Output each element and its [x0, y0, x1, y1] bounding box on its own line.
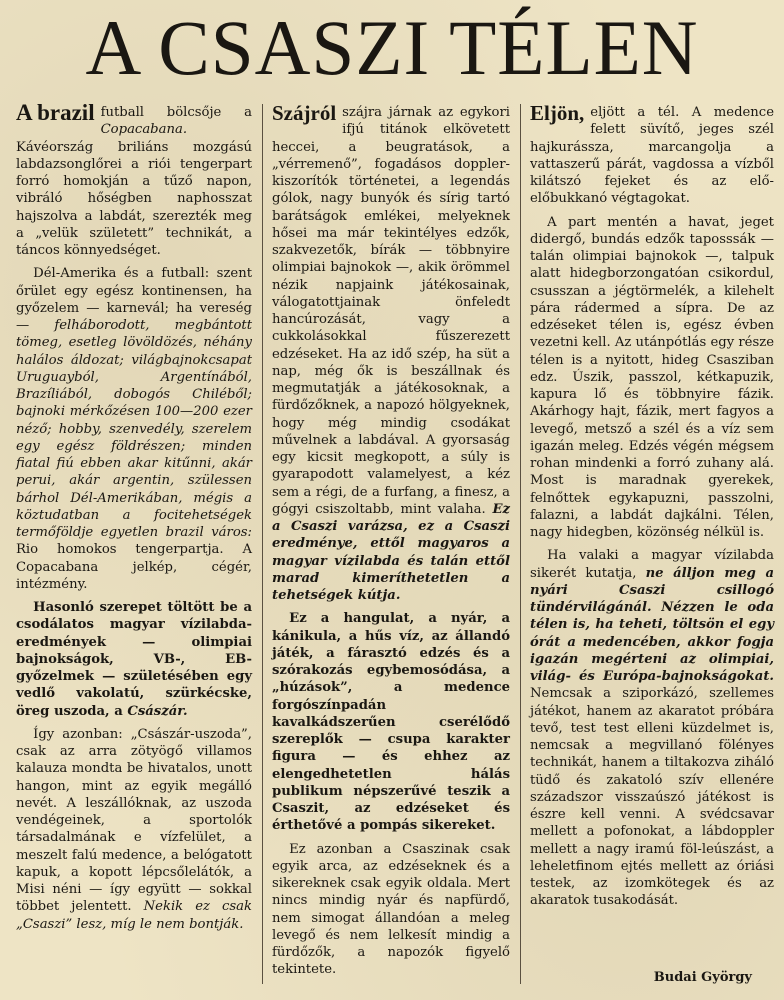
article-column-1 [16, 100, 252, 994]
paragraph-4: Így azonban: „Császár-uszoda”, csak az arra zötyögő villamos kalauza mondta be hivatalos, unott hangon, mint az egyik megálló nevét. A leszállóknak, az uszoda vendégeinek, a sportolók társadalmának e vízfelület, a meszelt falú medence, a belógatott kapuk, a kopott lépcsőlelátók, a Misi néni — így együtt — sokkal többet jelentett. Nekik ez csak „Csaszi” lesz, míg le nem bontják. [16, 726, 252, 932]
paragraph-5: Szájról szájra járnak az egykori ifjú titánok elkövetett heccei, a beugratások, a „vérremenő”, fogadásos doppler-kiszorítók történetei, a legendás gólok, nagy bunyók és sírig tartó barátságok emlékei, melyeknek hősei ma már tekintélyes edzők, szakvezetők, bírák — többnyire olimpiai bajnokok —, akik örömmel nézik napjaink játékosainak, válogatottjainak önfeledt hancúrozását, vagy a cukkolásokkal fűszerezett edzéseket. Ha az idő szép, ha süt a nap, még ők is beszállnak és megmutatják a játékosoknak, a fürdőzőknek, a napozó hölgyeknek, hogy még mindig csodákat művelnek a labdával. A gyorsaság egy kicsit megkopott, a súly is gyarapodott valamelyest, a kéz sem a régi, de a furfang, a finesz, a gógyi csiszoltabb, mint valaha. Ez a Csaszi varázsa, ez a Csaszi eredménye, ettől magyaros a magyar vízilabda és talán ettől marad kimeríthetetlen a tehetségek kútja. [272, 101, 510, 603]
column-divider-right [520, 104, 521, 984]
paragraph-9: A part mentén a havat, jeget didergő, bundás edzők taposssák — talán olimpiai bajnokok —, talpuk alatt hidegborzongatóan csikordul, csusszan a jégtörmelék, a kilehelt pára rádermed a sípra. De az edzéseket télen is, egész évben vezetni kell. Az utánpótlás egy része télen is a nyitott, hideg Csasziban edz. Úszik, passzol, kétkapuzik, kapura lő és többnyire fázik. Akárhogy hajt, fázik, mert fagyos a levegő, metsző a szél és a víz sem igazán meleg. Edzés végén mégsem rohan mindenki a forró zuhany alá. Most is maradnak gyerekek, felnőttek egykapuzni, passzolni, falazni, a labdát dajkálni. Télen, nagy hidegben, közönség nélkül is. [530, 214, 774, 540]
paragraph-1: A brazil futball bölcsője a Copacabana. Kávéország briliáns mozgású labdazsonglőrei a riói tengerpart forró homokján a tűző napon, vibráló hőségben naphosszat hajszolva a labdát, szerezték meg a „velük született” technikát, a táncos könnyedséget. [16, 100, 252, 258]
author-signature: Budai György [653, 970, 752, 985]
lead-keyword: Szájról [272, 101, 337, 125]
paragraph-7: Ez azonban a Csaszinak csak egyik arca, az edzéseknek és a sikereknek csak egyik oldala. Mert nincs mindig nyár és napfürdő, nem simogat állandóan a meleg levegő és nem lelkesít mindig a fürdőzők, a napozók figyelő tekintete. [272, 841, 510, 978]
paragraph-6: Ez a hangulat, a nyár, a kánikula, a hűs víz, az állandó játék, a fárasztó edzés és a szórakozás egybemosódása, a „húzások”, a medence forgószínpadán kavalkádszerűen cserélődő szereplők — csupa karakter figura — és ehhez az elengedhetetlen hálás publikum népszerűvé teszik a Csaszit, az edzéseket és érthetővé a pompás sikereket. [272, 611, 510, 834]
article-column-3 [530, 101, 774, 994]
article-column-2 [272, 101, 510, 978]
paragraph-8: Eljön, eljött a tél. A medence felett süvítő, jeges szél hajkurássza, marcangolja a vattaszerű párát, vagdossa a vízből kilátszó fejeket és az elő-előbukkanó végtagokat. [530, 101, 774, 207]
paragraph-10: Ha valaki a magyar vízilabda sikerét kutatja, ne álljon meg a nyári Csaszi csillogó tündérvilágánál. Nézzen le oda télen is, ha teheti, töltsön el egy órát a medencében, akkor fogja igazán megérteni az olimpiai, világ- és Európa-bajnokságokat. Nemcsak a sziporkázó, szellemes játékot, hanem az akaratot próbára tevő, test test elleni küzdelmet is, nemcsak a megvillanó fölényes technikát, hanem a tiltakozva ziháló tüdő és zakatoló szív ellenére századszor visszaúszó játékost is észre kell venni. A svédcsavar mellett a pofonokat, a lábdoppler mellett a nagy iramú föl-leúszást, a leheletfinom ejtés mellett az óriási testek, az izomkötegek és az akaratok tusakodását. [530, 548, 774, 909]
paragraph-2: Dél-Amerika és a futball: szent őrület egy egész kontinensen, ha győzelem — karnevál; ha vereség — felháborodott, megbántott tömeg, esetleg lövöldözés, néhány halálos áldozat; világbajnokcsapat Uruguayból, Argentínából, Brazíliából, dobogós Chiléből; bajnoki mérkőzésen 100—200 ezer néző; hobby, szenvedély, szerelem egy egész földrészen; minden fiatal fiú ebben akar kitűnni, akár perui, akár argentin, szülessen bárhol Dél-Amerikában, mégis a köztudatban a focitehetségek termőföldje egyetlen brazil város: Rio homokos tengerpartja. A Copacabana jelkép, cégér, intézmény. [16, 266, 252, 592]
lead-keyword: Eljön, [530, 101, 585, 125]
article-headline: A CSASZI TÉLEN [85, 4, 699, 91]
paragraph-3: Hasonló szerepet töltött be a csodálatos magyar vízilabda-eredmények — olimpiai bajnokságok, VB-, EB-győzelmek — születésében egy vedlő vakolatú, szürkécske, öreg uszoda, a Császár. [16, 600, 252, 719]
lead-keyword: A brazil [16, 100, 95, 125]
column-divider-left [262, 104, 263, 984]
